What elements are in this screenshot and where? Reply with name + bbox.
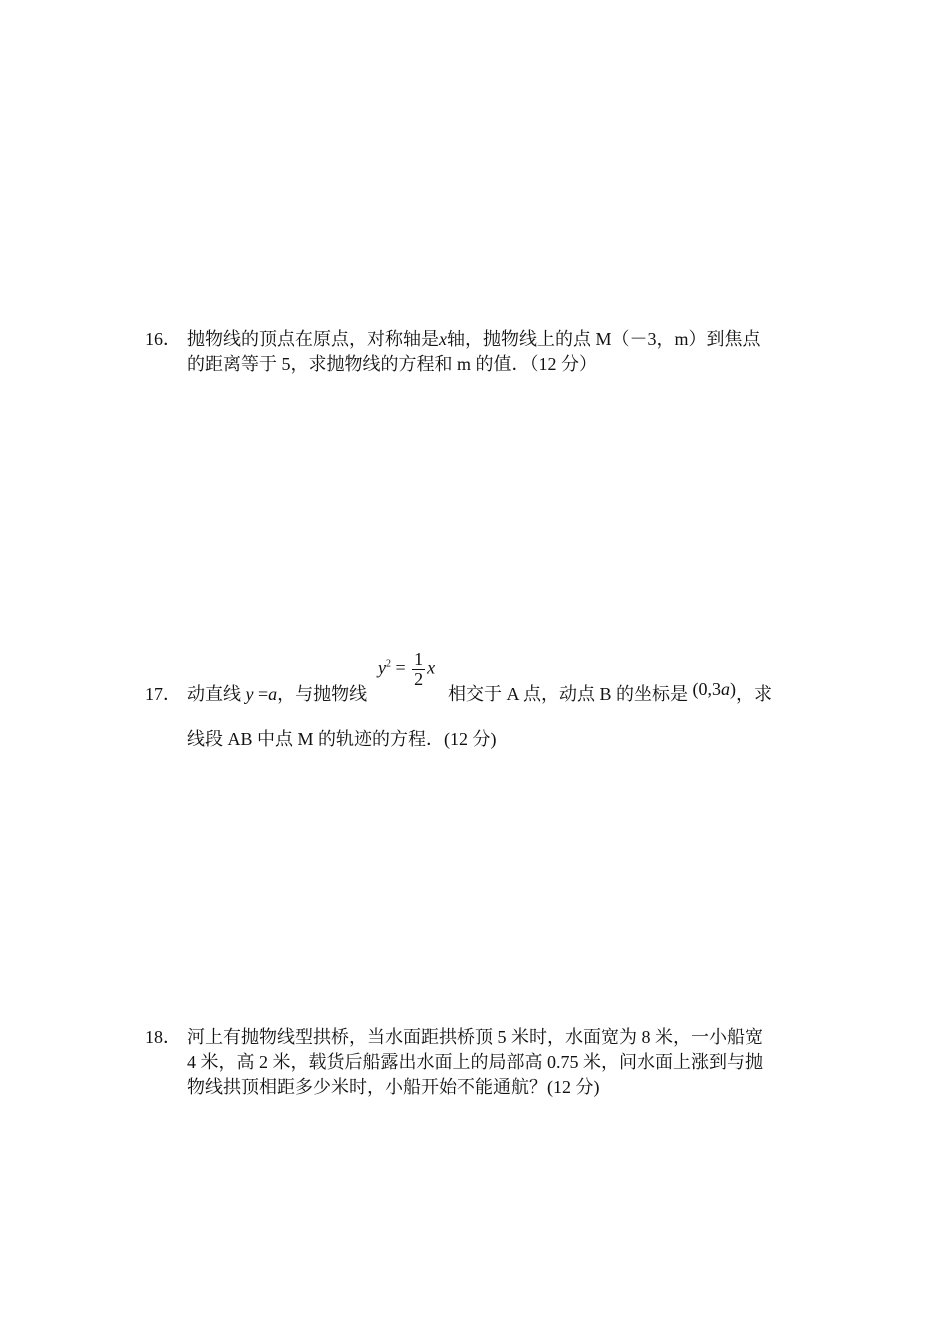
text-segment: ，与抛物线 xyxy=(277,684,368,704)
fraction-numerator: 1 xyxy=(414,649,424,669)
text-segment: 抛物线的顶点在原点，对称轴是 xyxy=(187,329,439,349)
coordinate-part: (0,3 xyxy=(692,679,722,699)
text-segment: 轴，抛物线上的点 M（－3，m）到焦点 xyxy=(447,329,761,349)
math-variable: a xyxy=(268,684,278,704)
question-text-line: 线段 AB 中点 M 的轨迹的方程．(12 分) xyxy=(187,729,497,749)
question-text-line xyxy=(448,680,772,706)
math-fraction xyxy=(412,650,425,689)
question-number: 17． xyxy=(145,684,181,704)
text-segment: 相交于 A 点，动点 B 的坐标是 xyxy=(448,684,689,704)
math-operator: = xyxy=(391,657,406,678)
question-number: 16． xyxy=(145,329,181,349)
text-segment: 动直线 xyxy=(187,684,241,704)
text-segment: ，求 xyxy=(736,684,773,704)
math-variable: y xyxy=(378,657,386,678)
question-text-line: 4 米，高 2 米，载货后船露出水面上的局部高 0.75 米，问水面上涨到与抛 xyxy=(187,1052,763,1072)
question-text-line: 河上有抛物线型拱桥，当水面距拱桥顶 5 米时，水面宽为 8 米，一小船宽 xyxy=(187,1027,763,1047)
question-text-line: 物线拱顶相距多少米时，小船开始不能通航？(12 分) xyxy=(187,1077,600,1097)
math-operator: = xyxy=(253,684,269,704)
math-variable: x xyxy=(439,329,447,349)
math-exponent: 2 xyxy=(386,658,391,670)
math-variable: y xyxy=(245,684,254,704)
math-variable: x xyxy=(427,657,436,678)
question-text-line xyxy=(187,680,367,706)
parabola-equation xyxy=(378,650,435,689)
coordinate-part: ) xyxy=(730,679,737,699)
question-number: 18． xyxy=(145,1027,181,1047)
point-coordinate xyxy=(693,679,737,699)
math-variable: a xyxy=(721,679,731,699)
question-text-line xyxy=(187,325,761,351)
question-text-line: 的距离等于 5，求抛物线的方程和 m 的值．（12 分） xyxy=(187,354,597,374)
fraction-denominator: 2 xyxy=(414,668,424,689)
